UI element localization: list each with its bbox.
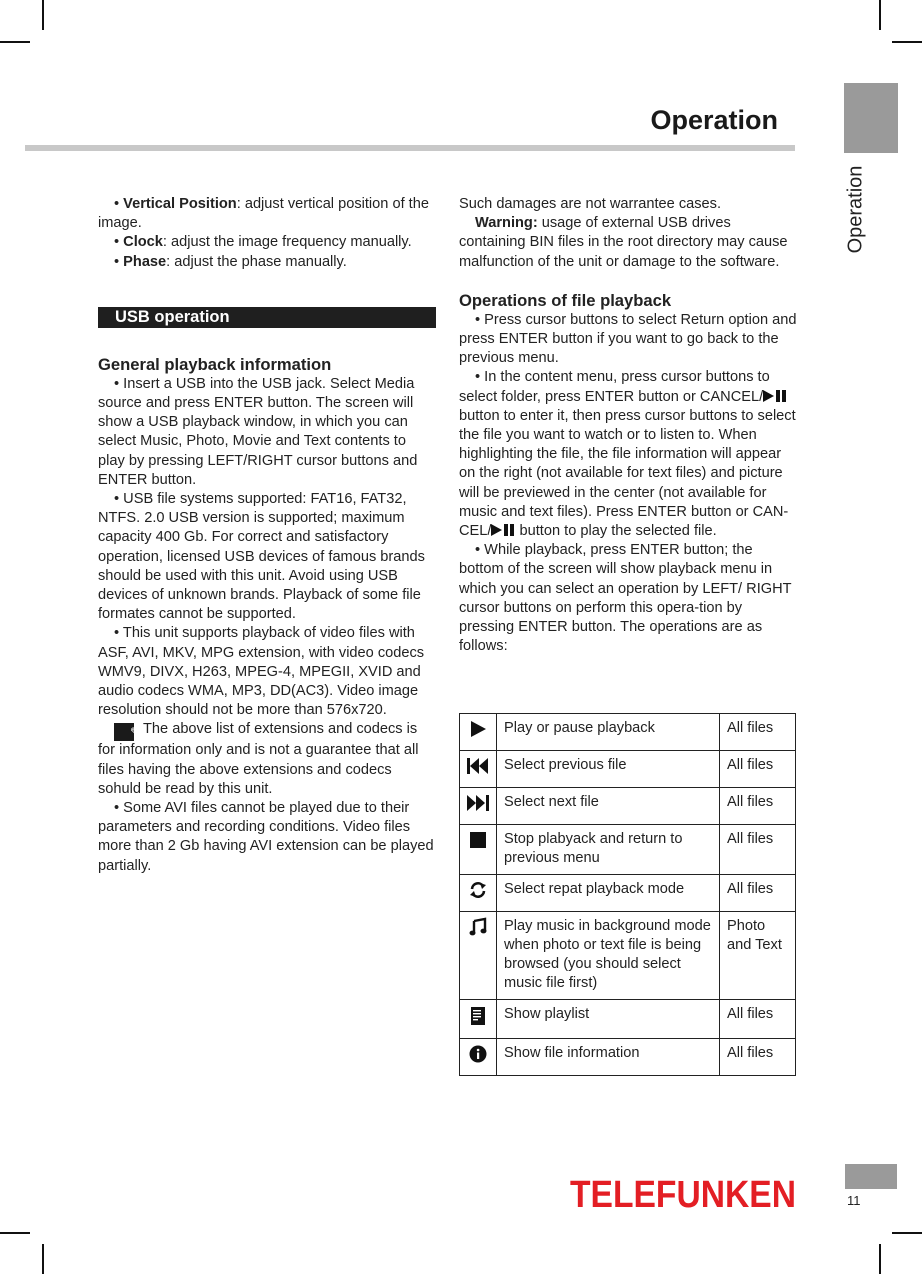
table-row [460, 912, 796, 1000]
crop-mark [42, 0, 44, 30]
paragraph: • In the content menu, press cursor buttons to select folder, press ENTER button or CANCEL/ button to enter it, then press cursor buttons to select the file you want to watch or to listen to. When highlighting the file, the file information will appear on the right (not available for text files) and picture will be previewed in the center (not available for music and text files). Press ENTER button or CAN-CEL/ button to play the selected file. [459, 369, 796, 540]
section-band: USB operation [98, 307, 436, 328]
file-types: All files [720, 1000, 796, 1039]
paragraph: • This unit supports playback of video files with ASF, AVI, MKV, MPG extension, with video codecs WMV9, DIVX, H263, MPEG-4, MPEGII, XVID and audio codecs WMA, MP3, DD(AC3). Video image resolution should not be more than 576x720. [98, 625, 425, 719]
table-row [460, 751, 796, 788]
table-row [460, 825, 796, 875]
title-rule [25, 145, 795, 151]
crop-mark [0, 41, 30, 43]
operations-table [459, 713, 796, 1076]
previous-track-icon [460, 751, 497, 788]
crop-mark [892, 1232, 922, 1234]
paragraph: • Press cursor buttons to select Return option and press ENTER button if you want to go back to the previous menu. [459, 311, 797, 367]
crop-mark [879, 1244, 881, 1274]
page-title: Operation [650, 105, 778, 135]
info-icon [460, 1039, 497, 1076]
operation-description: Show file information [497, 1039, 720, 1076]
file-types: All files [720, 875, 796, 912]
repeat-icon [460, 875, 497, 912]
bullet-item: • Phase: adjust the phase manually. [114, 253, 347, 270]
page-number: 11 [847, 1193, 861, 1208]
bullet-item: • Clock: adjust the image frequency manually. [114, 234, 412, 251]
crop-mark [0, 1232, 30, 1234]
side-tab [844, 83, 898, 153]
paragraph: Such damages are not warrantee cases. [459, 196, 722, 212]
crop-mark [879, 0, 881, 30]
play-pause-icon [763, 390, 787, 402]
table-row [460, 1039, 796, 1076]
warning-paragraph: Warning: usage of external USB drives containing BIN files in the root directory may cause malfunction of the unit or damage to the software. [459, 215, 788, 270]
table-row [460, 788, 796, 825]
telefunken-logo [568, 1174, 798, 1216]
file-types: All files [720, 751, 796, 788]
note-paragraph: ✎ The above list of extensions and codecs is for information only and is not a guarantee that all files having the above extensions and codecs sohuld be read by this unit. [98, 721, 419, 797]
subheading: Operations of file playback [459, 290, 672, 310]
operation-description: Select next file [497, 788, 720, 825]
next-track-icon [460, 788, 497, 825]
operation-description: Select previous file [497, 751, 720, 788]
page-tab [845, 1164, 897, 1189]
table-row [460, 1000, 796, 1039]
play-pause-icon [491, 524, 515, 536]
file-types: All files [720, 714, 796, 751]
table-row [460, 714, 796, 751]
side-label: Operation [844, 165, 867, 254]
operation-description: Play or pause playback [497, 714, 720, 751]
file-types: All files [720, 1039, 796, 1076]
operation-description: Select repat playback mode [497, 875, 720, 912]
play-icon [460, 714, 497, 751]
paragraph: • While playback, press ENTER button; the bottom of the screen will show playback menu in which you can select an operation by LEFT/ RIGHT cursor buttons on perform this opera-tion by pressing ENTER button. The operations are as follows: [459, 542, 792, 655]
left-column [98, 195, 436, 876]
operation-description: Play music in background mode when photo or text file is being browsed (you should select music file first) [497, 912, 720, 1000]
paragraph: • Insert a USB into the USB jack. Select Media source and press ENTER button. The screen will show a USB playback window, in which you can select Music, Photo, Movie and Text contents to play by pressing LEFT/RIGHT cursor buttons and ENTER button. [98, 375, 418, 488]
file-types: All files [720, 788, 796, 825]
bullet-item: • Vertical Position: adjust vertical position of the image. [98, 196, 429, 232]
note-icon: ✎ [114, 723, 134, 741]
table-row [460, 875, 796, 912]
right-column [459, 195, 797, 656]
operation-description: Show playlist [497, 1000, 720, 1039]
operation-description: Stop plabyack and return to previous menu [497, 825, 720, 875]
playlist-icon [460, 1000, 497, 1039]
logo-text: TELEFUNKEN [570, 1174, 796, 1216]
crop-mark [42, 1244, 44, 1274]
paragraph: • Some AVI files cannot be played due to their parameters and recording conditions. Video files more than 2 Gb having AVI extension can be played partially. [98, 800, 434, 874]
music-note-icon [460, 912, 497, 1000]
paragraph: • USB file systems supported: FAT16, FAT32, NTFS. 2.0 USB version is supported; maximum capacity 400 Gb. For correct and satisfactory operation, licensed USB devices of famous brands should be used with this unit. Avoid using USB devices of unknown brands. Playback of some file formates cannot be supported. [98, 491, 425, 623]
subheading: General playback information [98, 354, 332, 374]
crop-mark [892, 41, 922, 43]
file-types: All files [720, 825, 796, 875]
file-types: Photo and Text [720, 912, 796, 1000]
stop-icon [460, 825, 497, 875]
